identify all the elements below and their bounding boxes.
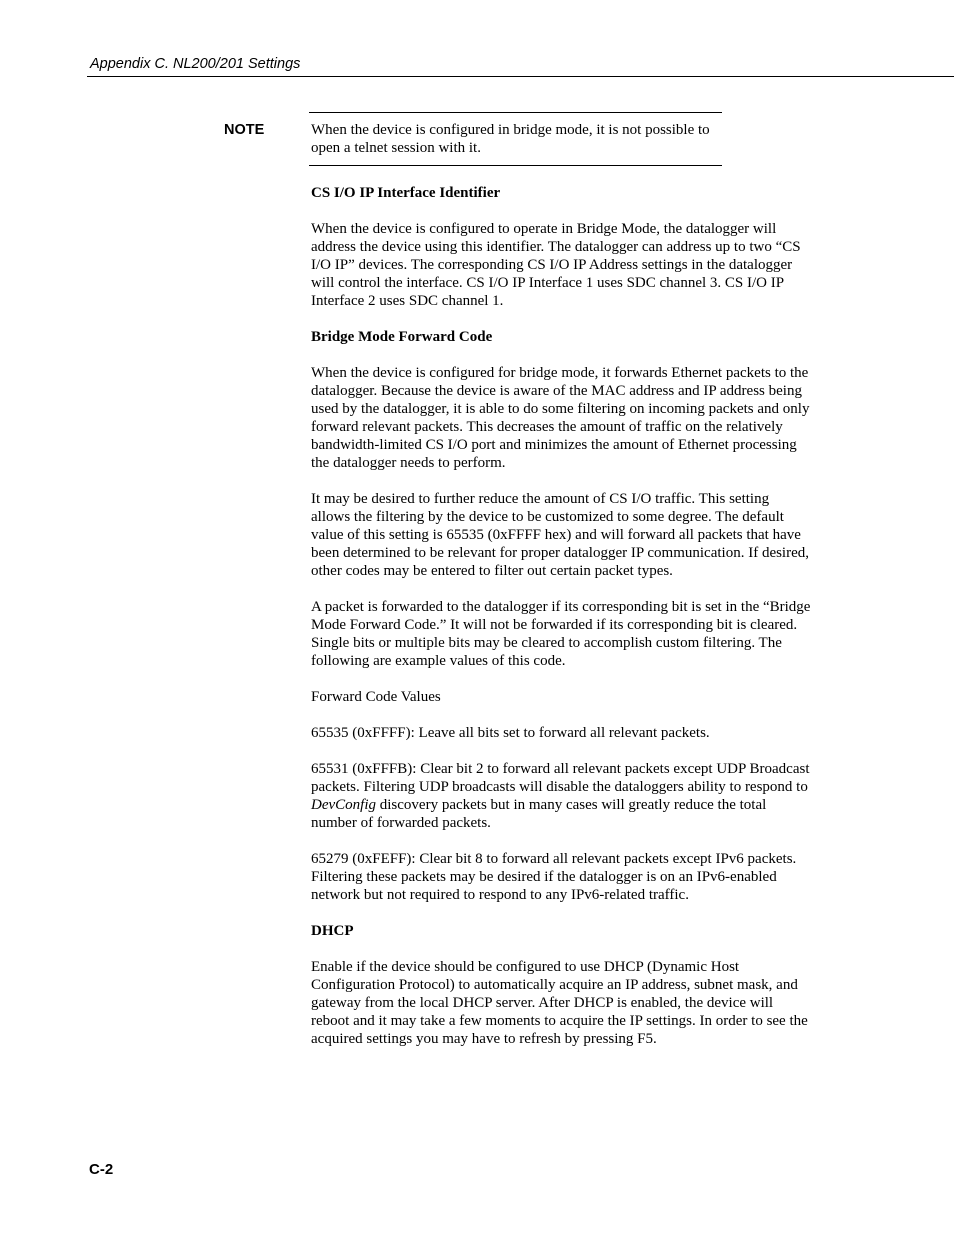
forward-code-value-65531: [311, 760, 811, 832]
section-heading-dhcp: DHCP: [311, 923, 354, 939]
header-rule: [87, 76, 954, 77]
forward-code-value-65279: 65279 (0xFEFF): Clear bit 8 to forward all relevant packets except IPv6 packets. Filtering these packets may be desired if the datalogger is on an IPv6-enabled network but not required to respond to any IPv6-related traffic.: [311, 851, 797, 903]
devconfig-term: DevConfig: [311, 797, 376, 813]
forward-code-value-65535: 65535 (0xFFFF): Leave all bits set to forward all relevant packets.: [311, 725, 710, 741]
running-header: Appendix C. NL200/201 Settings: [90, 56, 301, 72]
note-box: [309, 112, 722, 166]
note-label: NOTE: [224, 122, 265, 138]
paragraph: When the device is configured for bridge mode, it forwards Ethernet packets to the datalogger. Because the device is aware of the MAC address and IP address being used by the datalogger, it is able to do some filtering on incoming packets and only forward relevant packets. This decreases the amount of traffic on the relatively bandwidth-limited CS I/O port and minimizes the amount of Ethernet processing the datalogger needs to perform.: [311, 365, 810, 471]
paragraph: Enable if the device should be configured to use DHCP (Dynamic Host Configuration Protocol) to automatically acquire an IP address, subnet mask, and gateway from the local DHCP server. After DHCP is enabled, the device will reboot and it may take a few moments to acquire the IP settings. In order to see the acquired settings you may have to refresh by pressing F5.: [311, 959, 808, 1047]
paragraph: When the device is configured to operate in Bridge Mode, the datalogger will address the device using this identifier. The datalogger can address up to two “CS I/O IP” devices. The corresponding CS I/O IP Address settings in the datalogger will control the interface. CS I/O IP Interface 1 uses SDC channel 3. CS I/O IP Interface 2 uses SDC channel 1.: [311, 221, 801, 309]
section-heading-cs-io: CS I/O IP Interface Identifier: [311, 185, 501, 201]
section-heading-bridge-mode: Bridge Mode Forward Code: [311, 329, 493, 345]
paragraph: It may be desired to further reduce the amount of CS I/O traffic. This setting allows the filtering by the device to be customized to some degree. The default value of this setting is 65535 (0xFFFF hex) and will forward all packets that have been determined to be relevant for proper datalogger IP communication. If desired, other codes may be entered to filter out certain packet types.: [311, 491, 810, 579]
page-number: C-2: [89, 1161, 114, 1178]
paragraph: A packet is forwarded to the datalogger if its corresponding bit is set in the “Bridge Mode Forward Code.” It will not be forwarded if its corresponding bit is cleared. Single bits or multiple bits may be cleared to accomplish custom filtering. The following are example values of this code.: [311, 599, 811, 669]
note-text: When the device is configured in bridge mode, it is not possible to open a telnet session with it.: [311, 122, 710, 156]
value-text: 65531 (0xFFFB): Clear bit 2 to forward all relevant packets except UDP Broadcast packets. Filtering UDP broadcasts will disable the dataloggers ability to respond to: [311, 761, 810, 795]
value-text: discovery packets but in many cases will greatly reduce the total number of forwarded packets.: [311, 797, 767, 831]
forward-code-values-title: Forward Code Values: [311, 689, 441, 705]
body-column: [311, 184, 811, 1066]
